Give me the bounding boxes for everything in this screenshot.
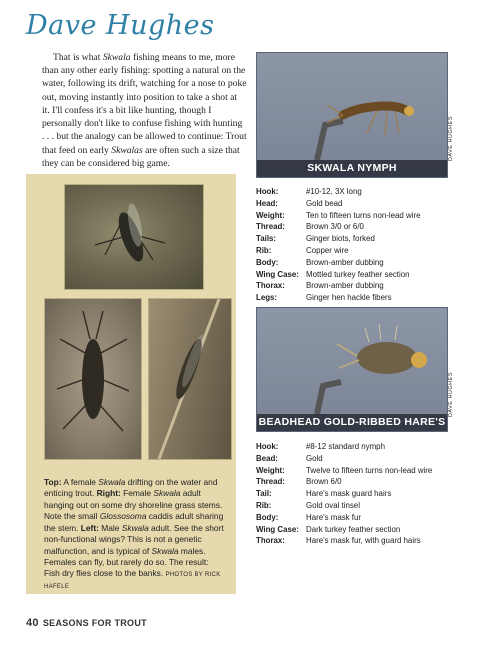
photo-sidebar [26,174,236,594]
recipe-row [256,280,456,292]
recipe-key: Body: [256,257,279,267]
text-run: fishing means to me, more than any other early fishing: spotting a natural on the water, following its drift, watching for a nose to poke out, moving instantly into position to take a shot at it. I'll confess it's a bit like hunting, though I personally don't like to confuse fishing with hunting . . . but the analogy can be allowed to continue: Trout that feed on early [42,52,247,156]
recipe-row [256,465,456,477]
recipe-value: Ginger hen hackle fibers [306,293,392,303]
recipe-key: Weight: [256,210,285,220]
photo-female-skwala-on-grass [148,298,232,460]
photo-male-skwala [44,298,142,460]
caption-lead: Left: [80,522,99,533]
recipe-value: Brown-amber dubbing [306,257,384,267]
photo-female-skwala-on-water [64,184,204,290]
recipe-value: Twelve to fifteen turns non-lead wire [306,465,433,475]
recipe-key: Bead: [256,453,278,463]
intro-paragraph [42,51,247,170]
recipe-value: Gold [306,453,323,463]
recipe-key: Hook: [256,187,279,196]
italic-term: Skwalas [111,144,143,156]
recipe-key: Tail: [256,489,272,499]
fly-title: BEADHEAD GOLD-RIBBED HARE'S EAR [258,416,446,445]
text-run: males. Females can fly, but rarely do so. The result: Fish dry flies close to the banks. [44,545,209,579]
recipe-key: Rib: [256,500,272,510]
italic-term: Skwala [153,488,181,499]
recipe-value: Brown-amber dubbing [306,281,384,291]
italic-term: Skwala [102,52,131,63]
recipe-row [256,269,456,281]
recipe-row [256,245,456,257]
text-run: Female [120,488,154,499]
recipe-row [256,257,456,269]
recipe-row [256,453,456,465]
recipe-key: Thorax: [256,536,285,546]
italic-term: Skwala [151,545,179,556]
recipe-row [256,535,456,547]
recipe-row [256,488,456,500]
recipe-row [256,441,456,453]
recipe-key: Legs: [256,293,278,303]
italic-term: Skwala [121,522,149,533]
recipe-value: Hare's mask fur [306,512,361,522]
recipe-value: #8-12 standard nymph [306,442,385,451]
sidebar-caption [44,477,224,591]
recipe-row [256,186,456,198]
recipe-beadhead-hares-ear [256,441,456,547]
recipe-value: Dark turkey feather section [306,524,401,534]
text-run: caddis adult sharing the stem. [44,511,224,533]
recipe-key: Hook: [256,442,279,451]
recipe-key: Head: [256,198,278,208]
recipe-value: Ginger biots, forked [306,234,375,244]
recipe-key: Body: [256,512,279,522]
recipe-skwala-nymph [256,186,456,304]
page-footer [26,617,147,629]
recipe-value: Hare's mask guard hairs [306,489,392,499]
recipe-key: Thorax: [256,281,285,291]
text-run: That is what [53,52,103,63]
recipe-value: Brown 3/0 or 6/0 [306,222,364,232]
caption-lead: Top: [44,477,62,487]
page-number: 40 [26,617,39,629]
photo-credit-rick-hafele: PHOTOS BY RICK HAFELE [44,572,221,590]
recipe-row [256,233,456,245]
recipe-value: Ten to fifteen turns non-lead wire [306,210,421,220]
fly-photo-beadhead-hares-ear [256,307,448,445]
fly-photo-skwala-nymph [256,52,448,178]
fly-title: SKWALA NYMPH [257,160,447,177]
text-run: drifting on the water and enticing trout. [44,477,218,499]
recipe-key: Thread: [256,477,285,487]
recipe-key: Tails: [256,234,277,244]
intro-text [42,51,247,170]
recipe-row [256,292,456,304]
recipe-value: #10-12, 3X long [306,187,362,196]
recipe-key: Thread: [256,222,285,232]
author-title: Dave Hughes [26,10,215,41]
recipe-value: Copper wire [306,245,349,255]
recipe-value: Gold bead [306,198,343,208]
recipe-row [256,221,456,233]
recipe-value: Hare's mask fur, with guard hairs [306,536,421,546]
recipe-key: Wing Case: [256,269,299,279]
recipe-row [256,476,456,488]
recipe-row [256,500,456,512]
recipe-row [256,524,456,536]
text-run: adult hanging out on some dry shoreline grass stems. Note the small [44,488,223,522]
recipe-value: Gold oval tinsel [306,500,360,510]
fly-illustration [257,53,447,160]
italic-term: Skwala [98,477,126,487]
caption-lead: Right: [96,488,121,499]
photo-credit-dave-hughes: DAVE HUGHES [448,116,454,162]
recipe-row [256,512,456,524]
text-run: Male [98,522,122,533]
recipe-row [256,198,456,210]
text-run: adult. See the short non-functional wings? This is not a genetic malfunction, and is typical of [44,522,224,556]
italic-term: Glossosoma [99,511,147,522]
recipe-row [256,210,456,222]
book-title: SEASONS FOR TROUT [42,618,147,628]
text-run: are often such a size that they can be considered big game. [42,144,240,169]
fly-illustration [257,308,447,414]
photo-credit-dave-hughes: DAVE HUGHES [448,372,454,418]
text-run: A female [61,477,99,487]
recipe-key: Weight: [256,465,285,475]
recipe-key: Rib: [256,245,272,255]
recipe-key: Wing Case: [256,524,299,534]
recipe-value: Mottled turkey feather section [306,269,410,279]
recipe-value: Brown 6/0 [306,477,342,487]
